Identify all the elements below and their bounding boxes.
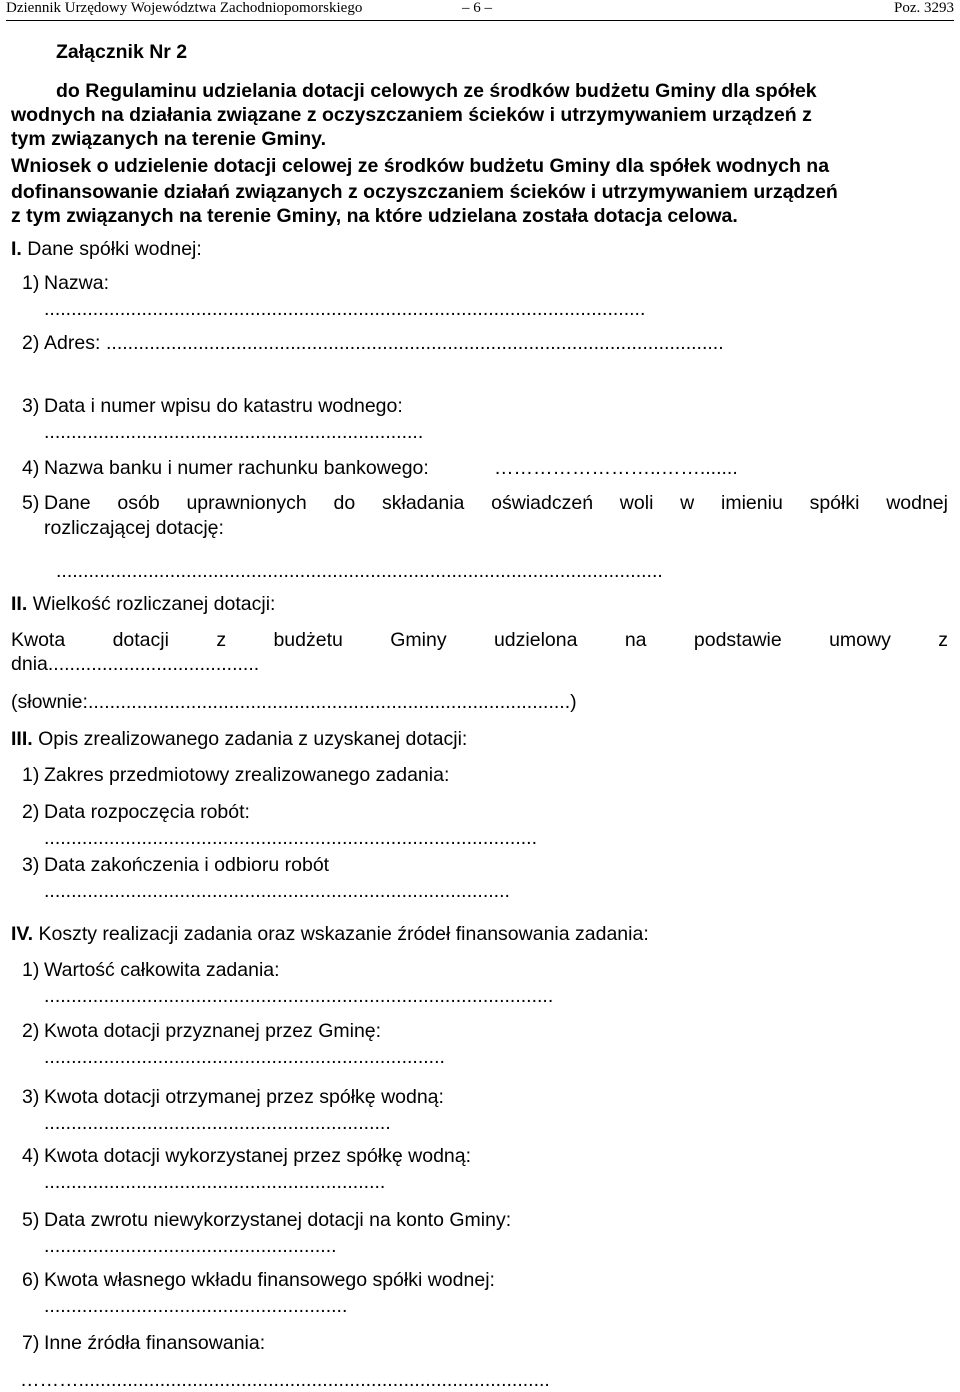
item-1-5-number: 5)	[22, 492, 40, 514]
item-3-1-label: Zakres przedmiotowy zrealizowanego zadania:	[44, 764, 450, 786]
item-4-7-fill-line[interactable]: ……….......................................................................................	[20, 1369, 550, 1391]
section-3-heading	[11, 727, 467, 751]
item-1-1-label: Nazwa:	[44, 272, 110, 294]
item-4-1-label: Wartość całkowita zadania:	[44, 959, 280, 981]
item-4-2-number: 2)	[22, 1020, 40, 1042]
item-1-5-fill-line[interactable]: ................................................................................................................	[56, 560, 663, 582]
item-4-7-label: Inne źródła finansowania:	[44, 1332, 266, 1354]
item-3-3-fill-line[interactable]: ......................................................................................	[44, 880, 510, 902]
section-2-heading	[11, 592, 275, 616]
position-number: Poz. 3293	[894, 0, 954, 16]
item-1-5-label-line-1: Dane osób uprawnionych do składania oświadczeń woli w imieniu spółki wodnej	[44, 492, 948, 514]
item-3-2-fill-line[interactable]: ...........................................................................................	[44, 827, 538, 849]
item-4-3-number: 3)	[22, 1086, 40, 1108]
item-1-3-fill-line[interactable]: ......................................................................	[44, 421, 424, 443]
item-3-2-number: 2)	[22, 801, 40, 823]
grant-amount-line-2[interactable]: dnia.......................................	[11, 653, 260, 675]
grant-amount-line-1: Kwota dotacji z budżetu Gminy udzielona na podstawie umowy z	[11, 629, 948, 651]
section-3-numeral: III.	[11, 728, 33, 750]
item-4-6-label: Kwota własnego wkładu finansowego spółki wodnej:	[44, 1269, 495, 1291]
item-3-3-label: Data zakończenia i odbioru robót	[44, 854, 330, 876]
item-1-3-label: Data i numer wpisu do katastru wodnego:	[44, 395, 403, 417]
item-1-2-label: Adres:	[44, 332, 101, 354]
annex-subtitle-line-3: tym związanych na terenie Gminy.	[11, 128, 326, 150]
item-4-3-fill-line[interactable]: ................................................................	[44, 1112, 391, 1134]
section-3-title: Opis zrealizowanego zadania z uzyskanej dotacji:	[38, 728, 468, 750]
item-4-4-fill-line[interactable]: ...............................................................	[44, 1171, 386, 1193]
item-4-4-label: Kwota dotacji wykorzystanej przez spółkę wodną:	[44, 1145, 472, 1167]
item-3-1-number: 1)	[22, 764, 40, 786]
item-1-5-label-line-2: rozliczającej dotację:	[44, 517, 224, 539]
item-4-1-number: 1)	[22, 959, 40, 981]
section-4-numeral: IV.	[11, 923, 34, 945]
section-2-title: Wielkość rozliczanej dotacji:	[32, 593, 276, 615]
item-3-2-label: Data rozpoczęcia robót:	[44, 801, 250, 823]
item-3-3-number: 3)	[22, 854, 40, 876]
item-4-6-number: 6)	[22, 1269, 40, 1291]
item-1-2-number: 2)	[22, 332, 40, 354]
item-1-1-number: 1)	[22, 272, 40, 294]
annex-title: Załącznik Nr 2	[56, 41, 188, 63]
form-title-line-1: Wniosek o udzielenie dotacji celowej ze środków budżetu Gminy dla spółek wodnych na	[11, 155, 830, 177]
item-4-4-number: 4)	[22, 1145, 40, 1167]
item-4-2-fill-line[interactable]: ..........................................................................	[44, 1046, 445, 1068]
amount-in-words[interactable]: (słownie:.........................................................................................)	[11, 691, 577, 713]
item-4-3-label: Kwota dotacji otrzymanej przez spółkę wodną:	[44, 1086, 444, 1108]
section-4-heading	[11, 922, 649, 946]
section-1-title: Dane spółki wodnej:	[27, 238, 202, 260]
item-1-2-fill-line[interactable]: ..................................................................................................................	[106, 332, 724, 354]
item-4-6-fill-line[interactable]: ........................................................	[44, 1295, 348, 1317]
item-4-5-label: Data zwrotu niewykorzystanej dotacji na konto Gminy:	[44, 1209, 512, 1231]
item-4-2-label: Kwota dotacji przyznanej przez Gminę:	[44, 1020, 382, 1042]
section-4-title: Koszty realizacji zadania oraz wskazanie źródeł finansowania zadania:	[38, 923, 649, 945]
section-2-numeral: II.	[11, 593, 28, 615]
page-number: – 6 –	[462, 0, 492, 16]
form-title-line-2: dofinansowanie działań związanych z oczyszczaniem ścieków i utrzymywaniem urządzeń	[11, 181, 838, 203]
journal-name: Dziennik Urzędowy Województwa Zachodniopomorskiego	[6, 0, 363, 16]
annex-subtitle-line-2: wodnych na działania związane z oczyszczaniem ścieków i utrzymywaniem urządzeń z	[11, 104, 812, 126]
item-1-4-fill-line[interactable]: ……………………..…….......	[494, 457, 738, 479]
item-1-3-number: 3)	[22, 395, 40, 417]
form-title-line-3: z tym związanych na terenie Gminy, na które udzielana została dotacja celowa.	[11, 205, 738, 227]
item-4-5-number: 5)	[22, 1209, 40, 1231]
item-1-4-number: 4)	[22, 457, 40, 479]
item-4-7-number: 7)	[22, 1332, 40, 1354]
item-4-1-fill-line[interactable]: ..............................................................................................	[44, 985, 554, 1007]
running-header	[6, 0, 954, 21]
item-1-1-fill-line[interactable]: ...............................................................................................................	[44, 298, 646, 320]
section-1-heading	[11, 237, 202, 261]
item-1-4-label: Nazwa banku i numer rachunku bankowego:	[44, 457, 429, 479]
annex-subtitle-line-1: do Regulaminu udzielania dotacji celowych ze środków budżetu Gminy dla spółek	[56, 80, 817, 102]
section-1-numeral: I.	[11, 238, 22, 260]
item-4-5-fill-line[interactable]: ......................................................	[44, 1235, 337, 1257]
